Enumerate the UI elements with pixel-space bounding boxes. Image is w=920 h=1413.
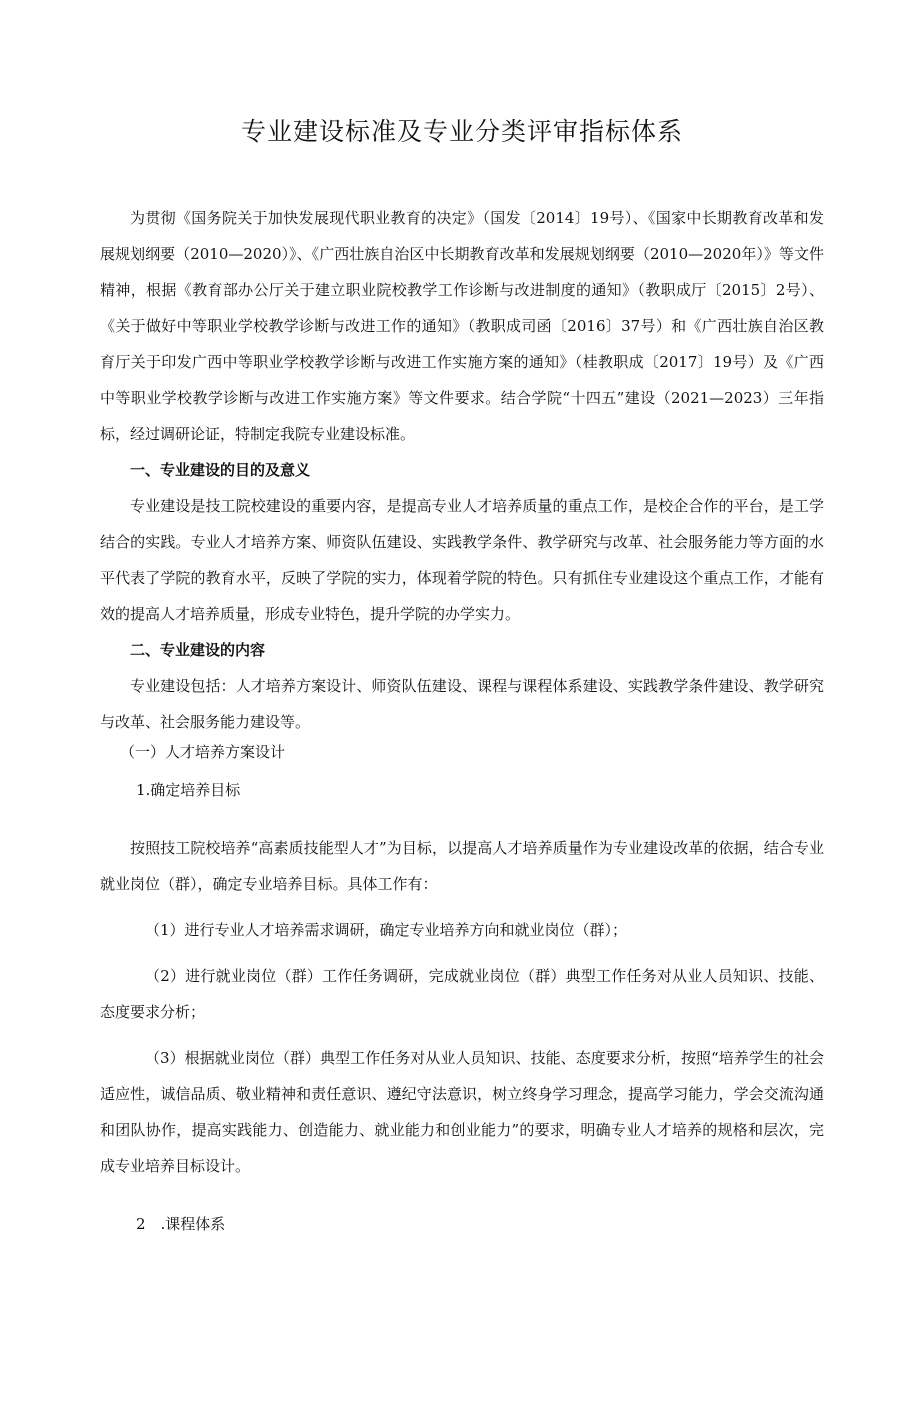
section-2-paragraph: 专业建设包括：人才培养方案设计、师资队伍建设、课程与课程体系建设、实践教学条件建设、教学研究与改革、社会服务能力建设等。 [100, 677, 824, 731]
list-item-3: （3）根据就业岗位（群）典型工作任务对从业人员知识、技能、态度要求分析，按照“培养学生的社会适应性，诚信品质、敬业精神和责任意识、遵纪守法意识，树立终身学习理念，提高学习能力，学会交流沟通和团队协作，提高实践能力、创造能力、就业能力和创业能力”的要求，明确专业人才培养的规格和层次，完成专业培养目标设计。 [100, 1049, 824, 1175]
subsection-1-heading: （一）人才培养方案设计 [120, 743, 286, 761]
document-page [0, 112, 920, 1413]
intro-paragraph: 为贯彻《国务院关于加快发展现代职业教育的决定》（国发〔2014〕19号）、《国家中长期教育改革和发展规划纲要（2010—2020）》、《广西壮族自治区中长期教育改革和发展规划纲要（2010—2020年）》等文件精神，根据《教育部办公厅关于建立职业院校教学工作诊断与改进制度的通知》（教职成厅〔2015〕2号）、《关于做好中等职业学校教学诊断与改进工作的通知》（教职成司函〔2016〕37号）和《广西壮族自治区教育厅关于印发广西中等职业学校教学诊断与改进工作实施方案的通知》（桂教职成〔2017〕19号）及《广西中等职业学校教学诊断与改进工作实施方案》等文件要求。结合学院“十四五”建设（2021—2023）三年指标，经过调研论证，特制定我院专业建设标准。 [100, 209, 824, 443]
list-item-1: （1）进行专业人才培养需求调研，确定专业培养方向和就业岗位（群）； [145, 921, 628, 939]
point-1-paragraph: 按照技工院校培养“高素质技能型人才”为目标，以提高人才培养质量作为专业建设改革的依据，结合专业就业岗位（群），确定专业培养目标。具体工作有： [100, 839, 824, 893]
section-1-heading: 一、专业建设的目的及意义 [130, 461, 311, 479]
section-2-heading: 二、专业建设的内容 [130, 641, 266, 659]
document-title: 专业建设标准及专业分类评审指标体系 [240, 117, 683, 146]
list-item-2: （2）进行就业岗位（群）工作任务调研，完成就业岗位（群）典型工作任务对从业人员知识、技能、态度要求分析； [100, 967, 824, 1021]
section-1-paragraph: 专业建设是技工院校建设的重要内容，是提高专业人才培养质量的重点工作，是校企合作的平台，是工学结合的实践。专业人才培养方案、师资队伍建设、实践教学条件、教学研究与改革、社会服务能力等方面的水平代表了学院的教育水平，反映了学院的实力，体现着学院的特色。只有抓住专业建设这个重点工作，才能有效的提高人才培养质量，形成专业特色，提升学院的办学实力。 [100, 497, 824, 623]
point-1-heading: 1.确定培养目标 [136, 781, 241, 799]
point-2-heading: 2 .课程体系 [136, 1215, 226, 1233]
